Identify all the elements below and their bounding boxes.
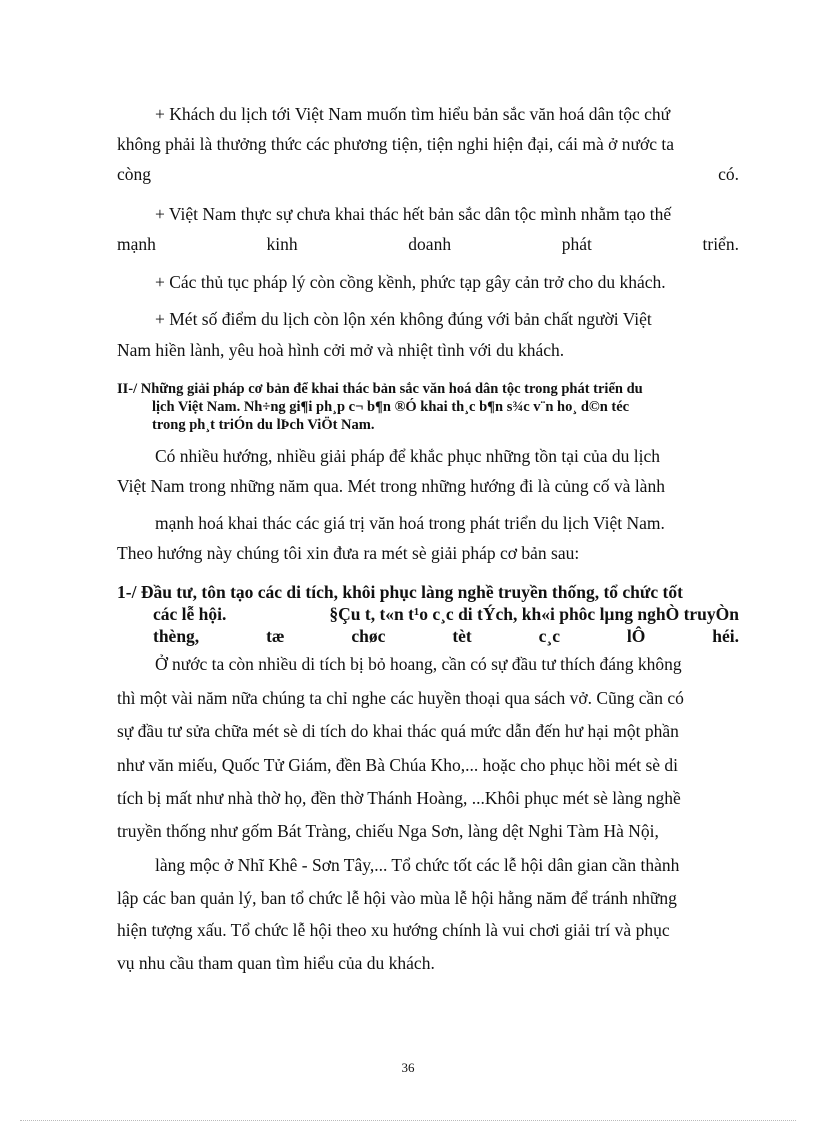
text-line: + Mét số điểm du lịch còn lộn xén không đúng với bản chất người Việt [155, 309, 652, 329]
word: còng [117, 164, 152, 184]
text-line: lập các ban quản lý, ban tổ chức lễ hội vào mùa lễ hội hằng năm để tránh những [117, 888, 677, 908]
text-line: sự đầu tư sửa chữa mét sè di tích do khai thác quá mức dẫn đến hư hại một phần [117, 721, 679, 741]
section-heading-line: trong ph¸t triÓn du lÞch ViÖt Nam. [152, 417, 375, 433]
text-line: + Khách du lịch tới Việt Nam muốn tìm hiểu bản sắc văn hoá dân tộc chứ [155, 104, 671, 124]
page-number: 36 [401, 1060, 415, 1075]
subsection-heading-line: 1-/ Đầu tư, tôn tạo các di tích, khôi phục làng nghề truyền thống, tổ chức tốt [117, 582, 683, 602]
word: lÔ [626, 626, 646, 646]
word: héi. [712, 626, 739, 646]
word: c¸c [538, 626, 560, 646]
justified-line [117, 162, 739, 186]
text-line: làng mộc ở Nhĩ Khê - Sơn Tây,... Tổ chức tốt các lễ hội dân gian cần thành [155, 855, 680, 875]
text-line: truyền thống như gốm Bát Tràng, chiếu Nga Sơn, làng dệt Nghi Tàm Hà Nội, [117, 821, 659, 841]
word: phát [561, 234, 592, 254]
section-heading-line: lịch Việt Nam. Nh÷ng gi¶i ph¸p c¬ b¶n ®Ó khai th¸c b¶n s¾c v¨n ho¸ d©n téc [152, 399, 630, 415]
text-line: thì một vài năm nữa chúng ta chỉ nghe các huyền thoại qua sách vở. Cũng cần có [117, 688, 684, 708]
text-line: Theo hướng này chúng tôi xin đưa ra mét sè giải pháp cơ bản sau: [117, 543, 580, 563]
text-line: vụ nhu cầu tham quan tìm hiểu của du khách. [117, 953, 435, 973]
justified-line [117, 232, 739, 256]
word: tèt [452, 626, 472, 646]
heading-text: §Çu t, t«n t¹o c¸c di tÝch, kh«i phôc lµng nghÒ truyÒn [329, 604, 739, 624]
heading-text: các lễ hội. [153, 604, 227, 624]
word: chøc [351, 626, 386, 646]
text-line: Ở nước ta còn nhiều di tích bị bỏ hoang, cần có sự đầu tư thích đáng không [155, 654, 682, 674]
word: có. [718, 164, 739, 184]
subsection-heading-line [153, 625, 739, 647]
word: kinh [266, 234, 298, 254]
word: tæ [266, 626, 285, 646]
text-line: Nam hiền lành, yêu hoà hình cởi mở và nhiệt tình với du khách. [117, 340, 565, 360]
text-line: Việt Nam trong những năm qua. Mét trong những hướng đi là củng cố và lành [117, 476, 665, 496]
text-line: tích bị mất như nhà thờ họ, đền thờ Thánh Hoàng, ...Khôi phục mét sè làng nghề [117, 788, 681, 808]
text-line: Có nhiều hướng, nhiều giải pháp để khắc phục những tồn tại của du lịch [155, 446, 660, 466]
subsection-heading-line [153, 603, 739, 625]
text-line: + Các thủ tục pháp lý còn cồng kềnh, phức tạp gây cản trở cho du khách. [155, 272, 666, 292]
word: thèng, [153, 626, 200, 646]
word: doanh [408, 234, 452, 254]
text-line: + Việt Nam thực sự chưa khai thác hết bản sắc dân tộc mình nhằm tạo thế [155, 204, 672, 224]
text-line: mạnh hoá khai thác các giá trị văn hoá trong phát triển du lịch Việt Nam. [155, 513, 665, 533]
word: triển. [702, 234, 739, 254]
word: mạnh [117, 234, 156, 254]
text-line: hiện tượng xấu. Tổ chức lễ hội theo xu hướng chính là vui chơi giải trí và phục [117, 920, 670, 940]
section-heading-line: II-/ Những giải pháp cơ bản để khai thác bản sắc văn hoá dân tộc trong phát triển du [117, 381, 643, 397]
text-line: như văn miếu, Quốc Tử Giám, đền Bà Chúa Kho,... hoặc cho phục hồi mét sè di [117, 755, 679, 775]
text-line: không phải là thưởng thức các phương tiện, tiện nghi hiện đại, cái mà ở nước ta [117, 134, 675, 154]
page-bottom-rule [20, 1120, 796, 1121]
